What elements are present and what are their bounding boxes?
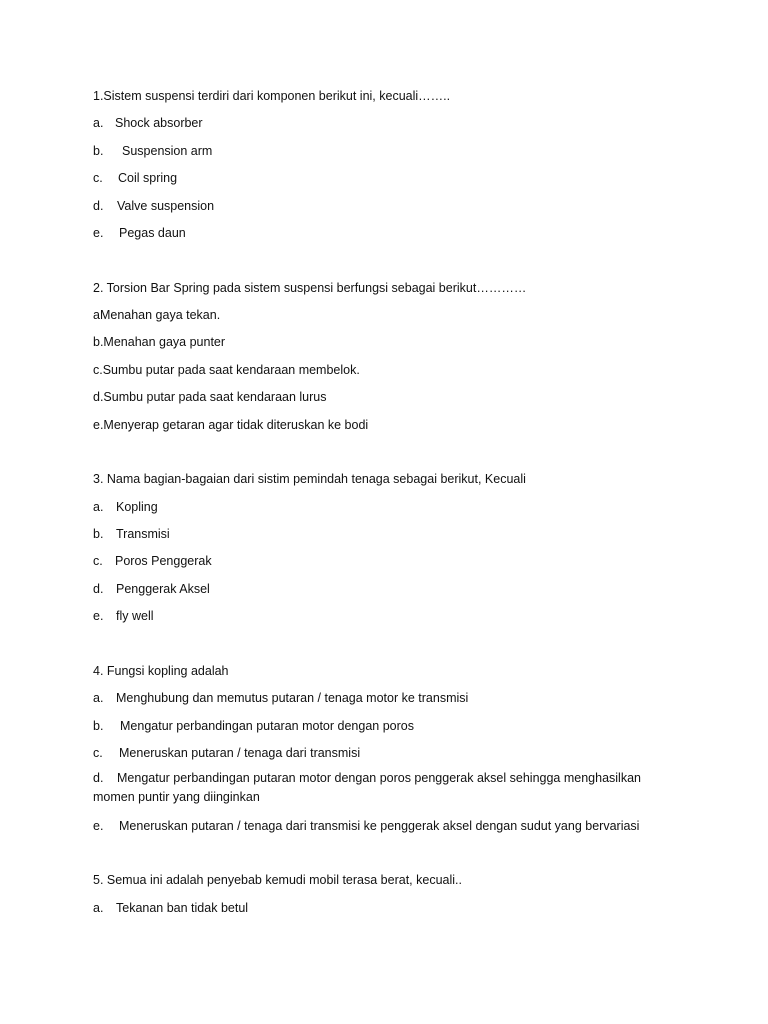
option-letter: d. xyxy=(93,771,104,785)
question-4-option-d xyxy=(93,769,683,807)
question-1-option-c xyxy=(93,170,177,186)
option-text: Penggerak Aksel xyxy=(116,582,210,596)
option-text: Suspension arm xyxy=(122,144,213,158)
question-1-text: 1.Sistem suspensi terdiri dari komponen berikut ini, kecuali…….. xyxy=(93,89,451,103)
option-text: Kopling xyxy=(116,500,158,514)
question-3-option-b xyxy=(93,526,170,542)
option-text: Menghubung dan memutus putaran / tenaga motor ke transmisi xyxy=(116,691,469,705)
question-3-option-a xyxy=(93,499,158,515)
option-letter: d. xyxy=(93,582,104,596)
option-letter: c. xyxy=(93,554,103,568)
question-1-option-d xyxy=(93,198,214,214)
option-letter: e. xyxy=(93,226,104,240)
question-4-option-a xyxy=(93,690,468,706)
option-text: fly well xyxy=(116,609,154,623)
option-text: Meneruskan putaran / tenaga dari transmisi ke penggerak aksel dengan sudut yang bervariasi xyxy=(119,819,640,833)
option-letter: a. xyxy=(93,116,104,130)
question-4-option-c xyxy=(93,745,360,761)
question-5-text: 5. Semua ini adalah penyebab kemudi mobil terasa berat, kecuali.. xyxy=(93,873,462,887)
option-text: Coil spring xyxy=(118,171,178,185)
option-letter: e. xyxy=(93,609,104,623)
option-letter: a. xyxy=(93,691,104,705)
option-letter: a. xyxy=(93,500,104,514)
option-text: Pegas daun xyxy=(119,226,186,240)
option-letter: b. xyxy=(93,144,104,158)
question-2-option-d: d.Sumbu putar pada saat kendaraan lurus xyxy=(93,390,327,404)
question-1-option-a xyxy=(93,115,203,131)
option-text: Tekanan ban tidak betul xyxy=(116,901,249,915)
question-4-option-e xyxy=(93,818,639,834)
question-2-option-b: b.Menahan gaya punter xyxy=(93,335,226,349)
option-letter: b. xyxy=(93,719,104,733)
question-5-option-a xyxy=(93,900,248,916)
option-text: Transmisi xyxy=(116,527,170,541)
question-4-text: 4. Fungsi kopling adalah xyxy=(93,664,229,678)
option-letter: c. xyxy=(93,746,103,760)
option-text: Meneruskan putaran / tenaga dari transmisi xyxy=(119,746,361,760)
question-2-option-a: aMenahan gaya tekan. xyxy=(93,308,221,322)
question-4-option-b xyxy=(93,718,414,734)
option-letter: a. xyxy=(93,901,104,915)
option-text: Mengatur perbandingan putaran motor dengan poros xyxy=(120,719,414,733)
question-1-option-e xyxy=(93,225,186,241)
question-3-option-d xyxy=(93,581,210,597)
option-letter: b. xyxy=(93,527,104,541)
option-text: Shock absorber xyxy=(115,116,203,130)
question-2-option-c: c.Sumbu putar pada saat kendaraan membelok. xyxy=(93,363,360,377)
question-2-option-e: e.Menyerap getaran agar tidak diteruskan ke bodi xyxy=(93,418,369,432)
question-3-option-c xyxy=(93,553,212,569)
option-text: Mengatur perbandingan putaran motor dengan poros penggerak aksel sehingga menghasilkan momen puntir yang diinginkan xyxy=(93,771,641,804)
option-letter: e. xyxy=(93,819,104,833)
option-text: Valve suspension xyxy=(117,199,215,213)
option-letter: c. xyxy=(93,171,103,185)
question-3-option-e xyxy=(93,608,154,624)
option-letter: d. xyxy=(93,199,104,213)
question-1-option-b xyxy=(93,143,212,159)
question-3-text: 3. Nama bagian-bagaian dari sistim pemindah tenaga sebagai berikut, Kecuali xyxy=(93,472,526,486)
option-text: Poros Penggerak xyxy=(115,554,212,568)
question-2-text: 2. Torsion Bar Spring pada sistem suspensi berfungsi sebagai berikut………… xyxy=(93,281,527,295)
